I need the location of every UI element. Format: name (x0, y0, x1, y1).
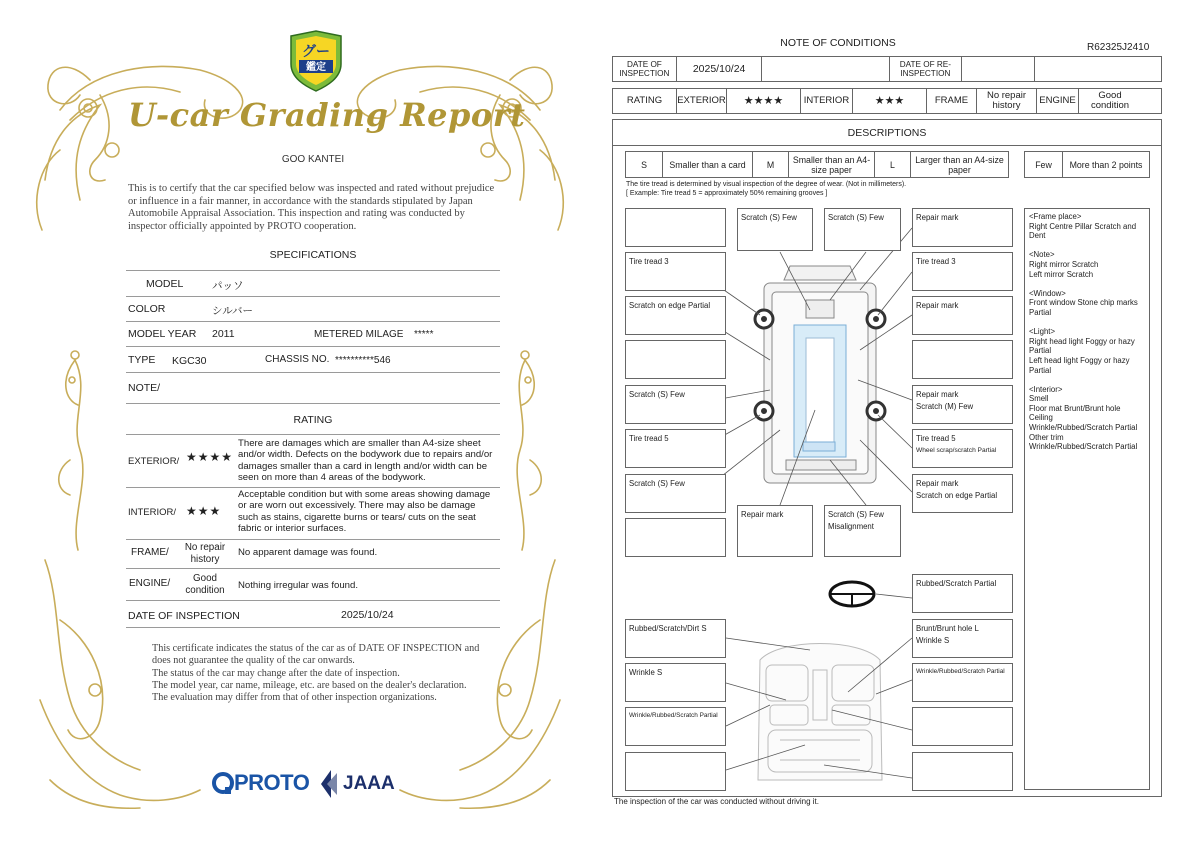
interior-label: INTERIOR/ (128, 507, 177, 518)
note-general: <Note> Right mirror Scratch Left mirror Scratch (1029, 250, 1099, 279)
rating-label: RATING (613, 89, 677, 113)
callout-box-right-2: Tire tread 3 (912, 252, 1013, 291)
callout-box-interior-right-3 (912, 707, 1013, 746)
divider (126, 346, 500, 347)
proto-logo-icon (212, 771, 234, 795)
divider (126, 487, 500, 488)
exterior-label: EXTERIOR/ (128, 456, 180, 467)
callout-box-interior-left-2: Wrinkle S (625, 663, 726, 702)
callout-box-right-6 (912, 429, 1013, 468)
callout-right-6-line-2: Wheel scrap/scratch Partial (916, 446, 997, 454)
interior-stars: ★★★ (853, 89, 927, 113)
badge-bottom-text: 鑑定 (306, 62, 326, 73)
inspection-driving-note: The inspection of the car was conducted without driving it. (614, 797, 819, 806)
frame-value: No repair history (977, 89, 1037, 113)
callout-box-left-6: Tire tread 5 (625, 429, 726, 468)
engine-value: Good condition (1090, 90, 1130, 111)
chassis-value: **********546 (335, 355, 391, 366)
rating-heading: RATING (293, 414, 333, 426)
callout-box-bottom-mid-left: Repair mark (737, 505, 813, 557)
callout-box-right-1: Repair mark (912, 208, 1013, 247)
interior-description: Acceptable condition but with some areas showing damage or are worn out excessively. There may also be damage such as stains, cigarette burns or tears/ cuts on the seat fabric or interior surfaces. (238, 489, 491, 535)
model-year-label: MODEL YEAR (128, 328, 197, 340)
callout-box-top-mid-left: Scratch (S) Few (737, 208, 813, 251)
note-light: <Light> Right head light Foggy or hazy Partial Left head light Foggy or hazy Partial (1029, 327, 1135, 375)
callout-box-interior-right-1: Brunt/Brunt hole L Wrinkle S (912, 619, 1013, 658)
blank-cell (1035, 57, 1161, 81)
interior-rating-row (126, 489, 500, 539)
legend-m: M (753, 152, 789, 177)
logos (212, 768, 402, 800)
engine-value: Good condition (185, 573, 225, 596)
callout-box-bottom-mid-right: Scratch (S) Few Misalignment (824, 505, 901, 557)
callout-box-interior-left-4 (625, 752, 726, 791)
legend-few-desc: More than 2 points (1069, 159, 1143, 170)
reference-number: R62325J2410 (1087, 42, 1150, 53)
date-of-inspection-label: DATE OF INSPECTION (613, 57, 677, 81)
rating-table (612, 88, 1162, 114)
divider (126, 296, 500, 297)
certification-statement: This is to certify that the car specified below was inspected and rated without prejudice or influence in a fair manner, in accordance with the standards stipulated by Japan Automobile Appraisal Association. This inspection and rating was conducted by inspector officially appointed by PROTO cooperation. (128, 183, 495, 232)
specifications-heading: SPECIFICATIONS (269, 249, 357, 261)
callout-box-left-8 (625, 518, 726, 557)
divider (126, 539, 500, 540)
divider (126, 627, 500, 628)
callout-box-interior-left-1: Rubbed/Scratch/Dirt S (625, 619, 726, 658)
model-label: MODEL (146, 278, 184, 290)
note-frame-place: <Frame place> Right Centre Pillar Scratch and Dent (1029, 212, 1137, 241)
tire-tread-note-line-1: The tire tread is determined by visual inspection of the degree of wear. (Not in millimeters). (626, 181, 907, 188)
conditions-title: NOTE OF CONDITIONS (780, 37, 896, 49)
legend-m-desc: Smaller than an A4-size paper (789, 152, 875, 177)
blank-cell (762, 57, 890, 81)
jaaa-logo-text: JAAA (343, 773, 395, 794)
frame-value: No repair history (184, 542, 226, 565)
callout-box-interior-left-3: Wrinkle/Rubbed/Scratch Partial (625, 707, 726, 746)
legend-s-desc: Smaller than a card (663, 152, 753, 177)
model-value: パッソ (212, 280, 244, 292)
goo-kantei-shield-badge (287, 30, 345, 92)
blank-cell (962, 57, 1036, 81)
callout-box-right-5: Repair mark Scratch (M) Few (912, 385, 1013, 424)
callout-box-top-mid-right: Scratch (S) Few (824, 208, 901, 251)
note-interior: <Interior> Smell Floor mat Brunt/Brunt hole Ceiling Wrinkle/Rubbed/Scratch Partial Other trim Wrinkle/Rubbed/Scratch Partial (1029, 384, 1138, 452)
type-label: TYPE (128, 354, 156, 366)
color-value: シルバー (212, 305, 254, 317)
frame-label: FRAME (927, 89, 977, 113)
certificate-disclaimer: This certificate indicates the status of the car as of DATE OF INSPECTION and does not guarantee the quality of the car onwards. The status of the car may change after the date of inspection. The model year, car name, mileage, etc. are based on the dealer's declaration. The evaluation may differ from that of other inspection organizations. (152, 643, 480, 704)
callout-box-right-3: Repair mark (912, 296, 1013, 335)
tire-tread-note-line-2: [ Example: Tire tread 5 = approximately 50% remaining grooves ] (626, 190, 828, 197)
exterior-stars: ★★★★ (727, 89, 801, 113)
callout-box-left-3: Scratch on edge Partial (625, 296, 726, 335)
note-window: <Window> Front window Stone chip marks Partial (1029, 288, 1138, 317)
interior-label: INTERIOR (801, 89, 853, 113)
callout-box-left-2: Tire tread 3 (625, 252, 726, 291)
jaaa-logo-icon (319, 769, 341, 799)
descriptions-heading: DESCRIPTIONS (613, 120, 1161, 146)
exterior-rating-row (126, 437, 500, 487)
note-label: NOTE/ (128, 382, 161, 394)
callout-box-interior-right-2: Wrinkle/Rubbed/Scratch Partial (912, 663, 1013, 702)
metered-milage-label: METERED MILAGE (314, 329, 404, 340)
engine-description: Nothing irregular was found. (238, 580, 358, 591)
divider (126, 270, 500, 271)
frame-description: No apparent damage was found. (238, 547, 378, 558)
date-of-reinspection-label: DATE OF RE-INSPECTION (890, 57, 962, 81)
chassis-label: CHASSIS NO. (265, 354, 330, 365)
tire-tread-note (626, 180, 906, 198)
callout-box-left-5: Scratch (S) Few (625, 385, 726, 424)
interior-stars: ★★★ (186, 504, 222, 518)
inspection-date-table (612, 56, 1162, 82)
damage-size-legend (625, 151, 1009, 178)
date-of-inspection-value: 2025/10/24 (341, 609, 394, 621)
divider (126, 600, 500, 601)
legend-few: Few (1025, 152, 1063, 177)
exterior-stars: ★★★★ (186, 450, 234, 464)
frame-label: FRAME/ (131, 547, 169, 558)
engine-label: ENGINE/ (129, 578, 171, 589)
model-year-value: 2011 (212, 328, 235, 340)
legend-s: S (626, 152, 663, 177)
divider (126, 568, 500, 569)
color-label: COLOR (128, 303, 166, 315)
condition-notes-list (1024, 208, 1150, 790)
date-of-inspection-value: 2025/10/24 (677, 57, 763, 81)
badge-top-text: グー (302, 44, 330, 60)
callout-box-steering: Rubbed/Scratch Partial (912, 574, 1013, 613)
legend-l: L (875, 152, 911, 177)
exterior-label: EXTERIOR (677, 89, 727, 113)
type-value: KGC30 (172, 355, 207, 367)
date-of-inspection-label: DATE OF INSPECTION (128, 610, 240, 622)
metered-milage-value: ***** (414, 329, 434, 340)
exterior-description: There are damages which are smaller than A4-size sheet and/or width. Defects on the bodywork due to repairs and/or damages smaller than a card in length and/or width can be seen on more than 4 areas of the bodywork. (238, 438, 493, 484)
callout-box-left-1 (625, 208, 726, 247)
callout-right-6-line-1: Tire tread 5 (916, 434, 956, 443)
frame-rating-row (126, 541, 500, 568)
engine-rating-row (126, 571, 500, 598)
engine-label: ENGINE (1037, 89, 1079, 113)
callout-box-right-4 (912, 340, 1013, 379)
divider (126, 372, 500, 373)
report-subtitle: GOO KANTEI (281, 154, 345, 165)
few-legend (1024, 151, 1150, 178)
callout-box-left-4 (625, 340, 726, 379)
callout-box-left-7: Scratch (S) Few (625, 474, 726, 513)
legend-l-desc: Larger than an A4-size paper (915, 154, 1004, 175)
divider (126, 403, 500, 404)
callout-box-interior-right-4 (912, 752, 1013, 791)
proto-logo-text: PROTO (234, 770, 310, 795)
report-title: U-car Grading Report (128, 96, 526, 134)
divider (126, 434, 500, 435)
divider (126, 321, 500, 322)
callout-box-right-7: Repair mark Scratch on edge Partial (912, 474, 1013, 513)
